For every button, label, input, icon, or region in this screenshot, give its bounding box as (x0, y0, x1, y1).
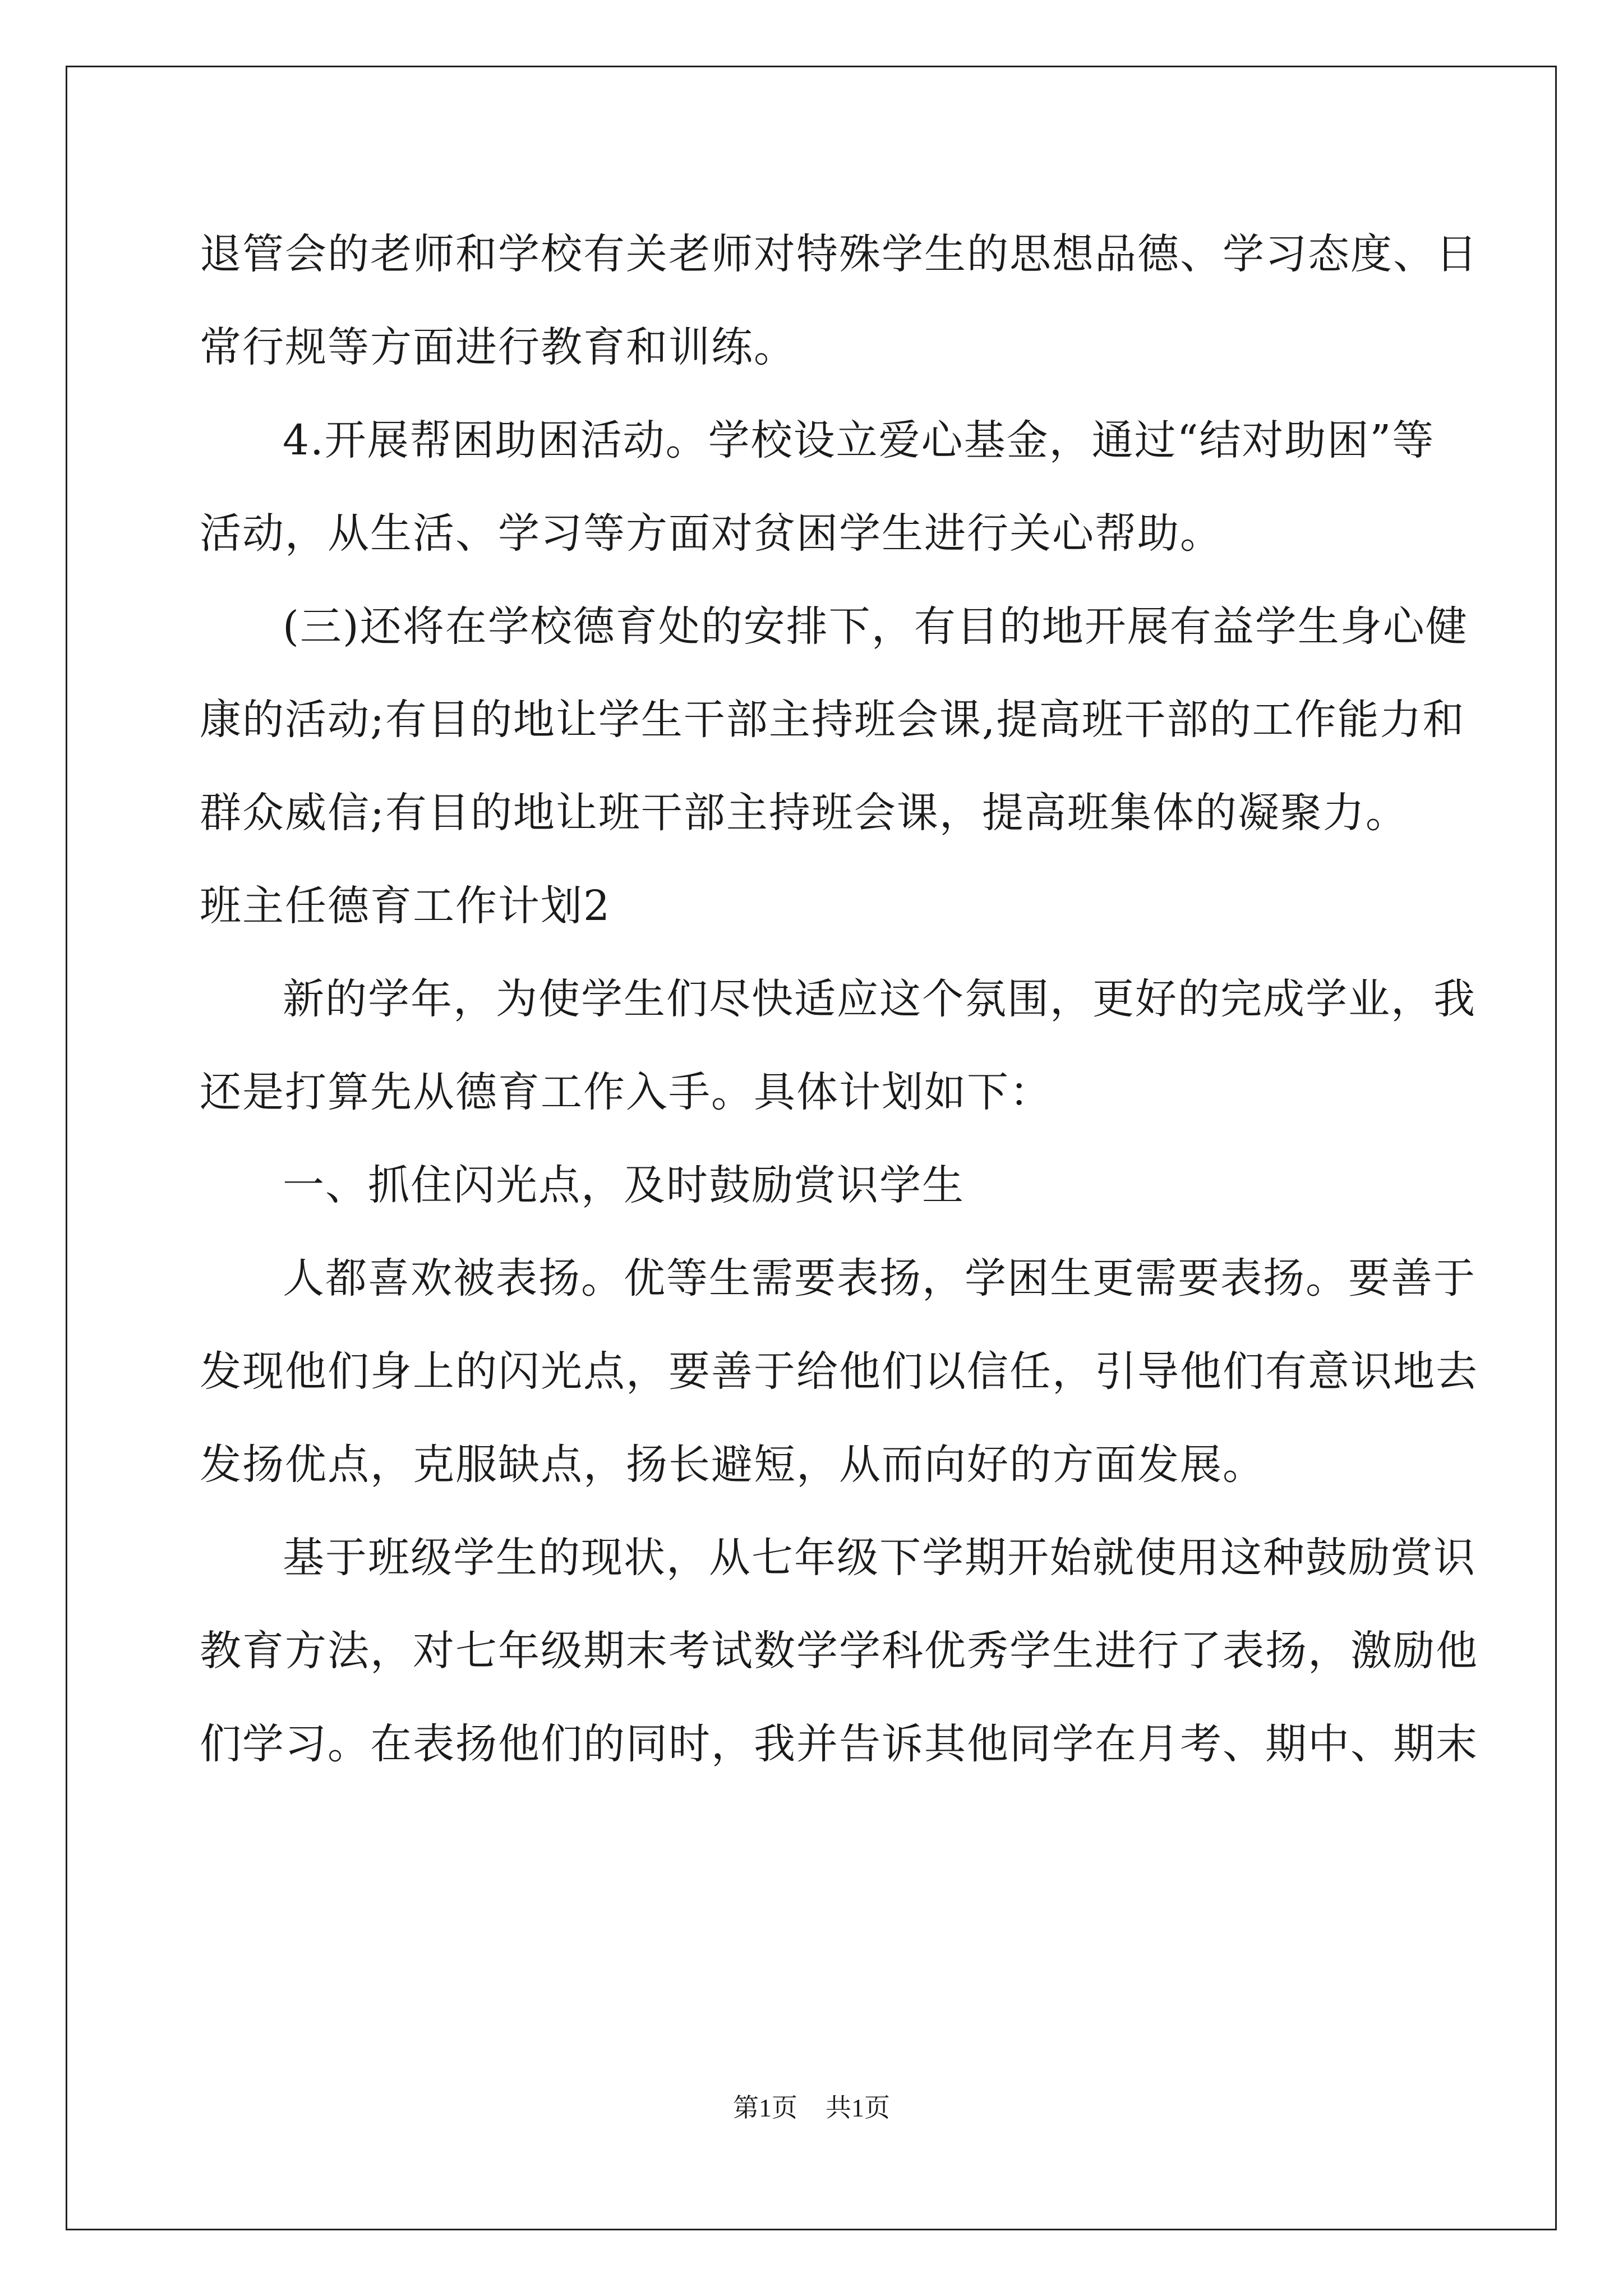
text-line: 新的学年，为使学生们尽快适应这个氛围，更好的完成学业，我 (283, 975, 1476, 1023)
text-line: 一、抓住闪光点，及时鼓励赏识学生 (283, 1161, 965, 1209)
text-line: 人都喜欢被表扬。优等生需要表扬，学困生更需要表扬。要善于 (283, 1254, 1476, 1303)
page-footer (0, 2091, 1623, 2125)
text-line: 4.开展帮困助困活动。学校设立爱心基金，通过“结对助困”等 (283, 416, 1435, 464)
document-body (200, 208, 1478, 1791)
text-line: 康的活动;有目的地让学生干部主持班会课,提高班干部的工作能力和 (200, 696, 1465, 744)
text-line: 还是打算先从德育工作入手。具体计划如下： (200, 1068, 1052, 1116)
text-line: 常行规等方面进行教育和训练。 (200, 323, 796, 371)
text-line: (三)还将在学校德育处的安排下，有目的地开展有益学生身心健 (283, 602, 1468, 651)
page-number: 第1页 (733, 2093, 797, 2122)
text-line: 活动，从生活、学习等方面对贫困学生进行关心帮助。 (200, 509, 1223, 558)
text-line: 发现他们身上的闪光点，要善于给他们以信任，引导他们有意识地去 (200, 1347, 1478, 1396)
text-line: 发扬优点，克服缺点，扬长避短，从而向好的方面发展。 (200, 1441, 1265, 1489)
text-line: 们学习。在表扬他们的同时，我并告诉其他同学在月考、期中、期末 (200, 1720, 1478, 1768)
text-line: 群众威信;有目的地让班干部主持班会课，提高班集体的凝聚力。 (200, 789, 1408, 837)
text-line: 班主任德育工作计划2 (200, 882, 611, 930)
text-line: 退管会的老师和学校有关老师对特殊学生的思想品德、学习态度、日 (200, 230, 1478, 278)
text-line: 教育方法，对七年级期末考试数学学科优秀学生进行了表扬，激励他 (200, 1627, 1478, 1675)
text-line: 基于班级学生的现状，从七年级下学期开始就使用这种鼓励赏识 (283, 1534, 1476, 1582)
page-total: 共1页 (826, 2093, 890, 2122)
